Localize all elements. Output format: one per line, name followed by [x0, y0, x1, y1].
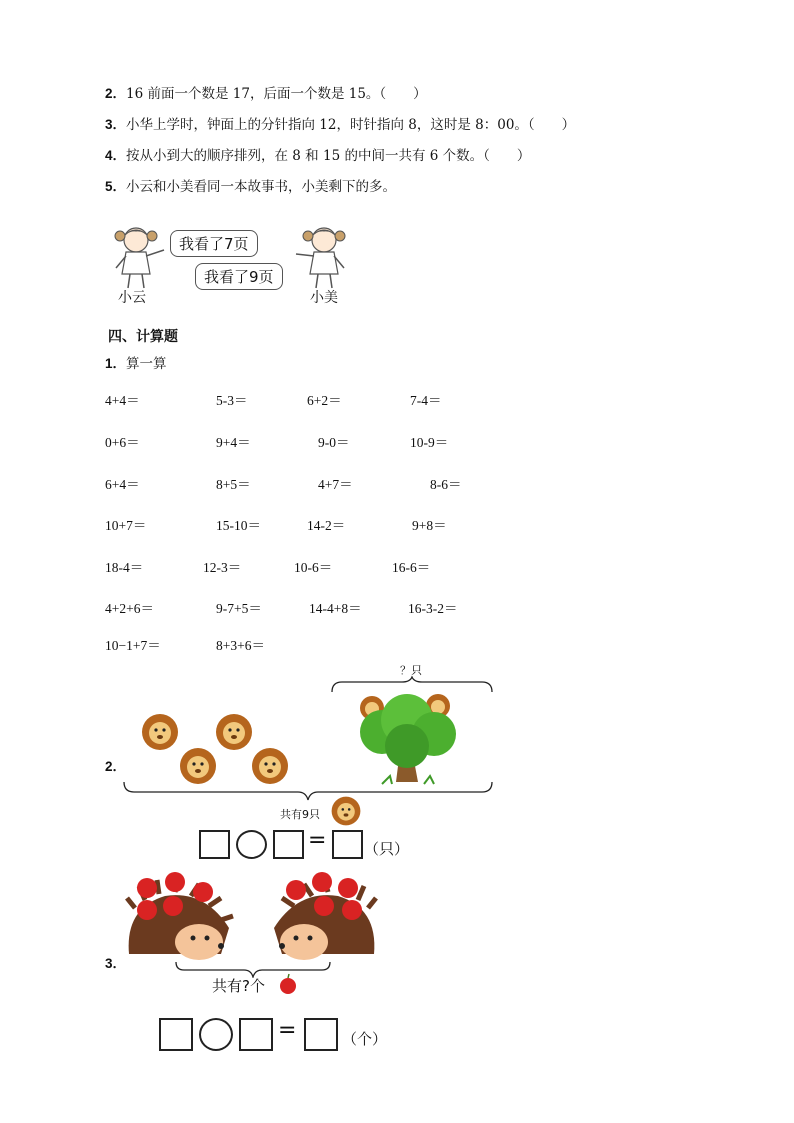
- question-2-number: [105, 755, 126, 775]
- calc-item: 0+6＝: [105, 435, 140, 450]
- section-title: 四、计算题: [108, 329, 178, 345]
- calc-item: 4+4＝: [105, 393, 140, 408]
- calc-item: 10+7＝: [105, 518, 147, 533]
- item-number: 5．: [105, 179, 127, 194]
- calc-item: 12-3＝: [203, 560, 242, 575]
- judgment-item-4: [105, 144, 530, 164]
- bubble-text: 我看了9页: [204, 268, 274, 286]
- hedgehog-left-illustration: [125, 868, 235, 962]
- calc-item: 4+7＝: [318, 477, 353, 492]
- answer-box-2[interactable]: [273, 830, 304, 859]
- calc-item: 9+8＝: [412, 518, 447, 533]
- answer-box-1[interactable]: [159, 1018, 193, 1051]
- judgment-item-3: [105, 113, 575, 133]
- answer-box-2[interactable]: [239, 1018, 273, 1051]
- calc-item: 7-4＝: [410, 393, 442, 408]
- item-text: 小华上学时，钟面上的分针指向 12，时针指向 8，这时是 8：00。（ ）: [126, 117, 576, 133]
- lion-icon: [328, 795, 364, 827]
- name-label-left: 小云: [118, 290, 146, 306]
- item-text: 按从小到大的顺序排列，在 8 和 15 的中间一共有 6 个数。（ ）: [126, 148, 531, 164]
- calc-item: 6+4＝: [105, 477, 140, 492]
- brace-bottom: [122, 780, 494, 802]
- calc-item: 15-10＝: [216, 518, 261, 533]
- bubble-text: 我看了7页: [179, 235, 249, 253]
- calc-item: 10-6＝: [294, 560, 333, 575]
- speech-bubble-left: [170, 230, 258, 257]
- calc-item: 16-3-2＝: [408, 601, 458, 616]
- calc-item: 8+5＝: [216, 477, 251, 492]
- calc-item: 8+3+6＝: [216, 638, 265, 653]
- answer-box-1[interactable]: [199, 830, 230, 859]
- answer-box-result[interactable]: [304, 1018, 338, 1051]
- item-text: 16 前面一个数是 17，后面一个数是 15。（ ）: [126, 86, 427, 102]
- calc-item: 16-6＝: [392, 560, 431, 575]
- item-number: 3．: [105, 956, 127, 971]
- question-3-number: [105, 952, 126, 972]
- calc-item: 6+2＝: [307, 393, 342, 408]
- calc-item: 14-2＝: [307, 518, 346, 533]
- item-text: 算一算: [126, 356, 167, 372]
- item-number: 4．: [105, 148, 127, 163]
- judgment-item-5: [105, 175, 396, 195]
- total-apples-label: 共有?个: [212, 977, 265, 995]
- calc-item: 14-4+8＝: [309, 601, 362, 616]
- name-label-right: 小美: [310, 290, 338, 306]
- operator-circle[interactable]: [236, 830, 267, 859]
- calc-item: 8-6＝: [430, 477, 462, 492]
- calc-item: 9-0＝: [318, 435, 350, 450]
- calc-item: 9+4＝: [216, 435, 251, 450]
- item-number: 1．: [105, 356, 127, 371]
- girl-left-illustration: [108, 222, 168, 292]
- judgment-item-2: [105, 82, 427, 102]
- operator-circle[interactable]: [199, 1018, 233, 1051]
- calc-item: 10-9＝: [410, 435, 449, 450]
- unit-label: （个）: [342, 1030, 388, 1048]
- hedgehog-right-illustration: [268, 868, 378, 962]
- equals-sign: =: [278, 1018, 297, 1043]
- equals-sign: =: [308, 828, 327, 853]
- speech-bubble-right: [195, 263, 283, 290]
- item-number: 2．: [105, 86, 127, 101]
- answer-box-result[interactable]: [332, 830, 363, 859]
- calc-item: 18-4＝: [105, 560, 144, 575]
- question-1-heading: [105, 352, 167, 372]
- item-text: 小云和小美看同一本故事书，小美剩下的多。: [126, 179, 397, 195]
- total-count-label: 共有9只: [280, 808, 320, 821]
- calc-item: 4+2+6＝: [105, 601, 154, 616]
- item-number: 2．: [105, 759, 127, 774]
- unit-label: （只）: [364, 840, 410, 858]
- apple-icon: [278, 973, 298, 995]
- calc-item: 10−1+7＝: [105, 638, 161, 653]
- unknown-count-label: ？只: [400, 664, 422, 677]
- girl-right-illustration: [292, 222, 352, 292]
- calc-item: 9-7+5＝: [216, 601, 262, 616]
- tree-with-lions-illustration: [352, 690, 462, 788]
- item-number: 3．: [105, 117, 127, 132]
- calc-item: 5-3＝: [216, 393, 248, 408]
